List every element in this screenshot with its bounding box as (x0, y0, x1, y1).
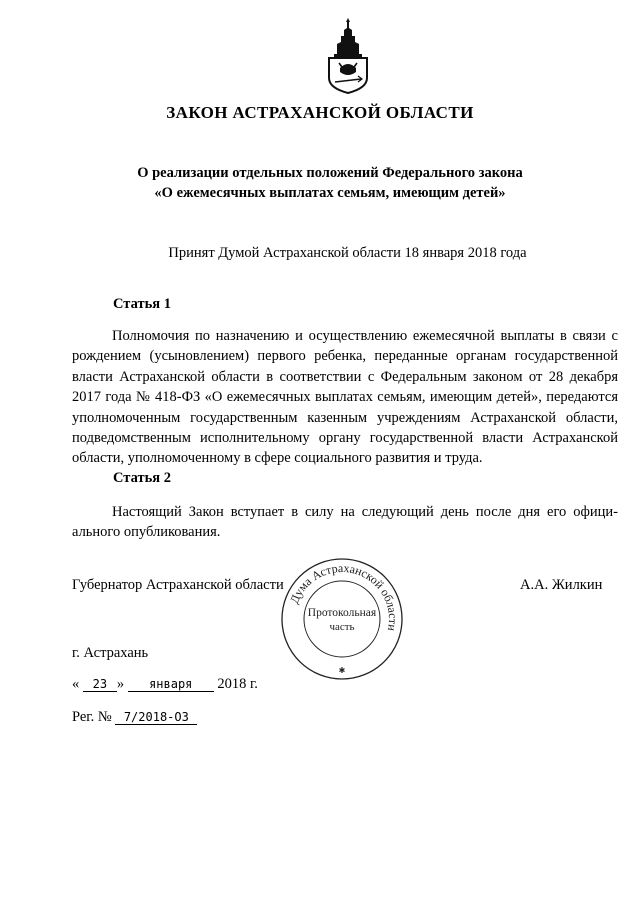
signing-date (72, 676, 258, 693)
registration-number: 7/2018-ОЗ (115, 710, 197, 725)
svg-text:✱: ✱ (338, 666, 346, 675)
law-subtitle (60, 163, 600, 203)
adoption-note: Принят Думой Астраханской области 18 января 2018 года (168, 245, 527, 261)
duma-stamp (278, 555, 406, 683)
date-close-quote: » (116, 676, 125, 692)
date-open-quote: « (72, 676, 80, 692)
date-year: 2018 г. (217, 676, 258, 692)
law-title: ЗАКОН АСТРАХАНСКОЙ ОБЛАСТИ (166, 103, 474, 122)
article-2-heading: Статья 2 (113, 470, 171, 486)
coat-of-arms-icon (325, 16, 371, 94)
law-subtitle-line1: О реализации отдельных положений Федерального закона (137, 165, 523, 181)
law-subtitle-line2: «О ежемесячных выплатах семьям, имеющим детей» (154, 185, 506, 201)
city: г. Астрахань (72, 645, 149, 661)
article-1-text: Полномочия по назначению и осуществлению ежемесячной выплаты в связи с рождением (усыновлением) первого ребенка, переданные органам государственной власти Астраханской области в соответствии с Федеральным законом от 28 декабря 2017 года № 418-ФЗ «О ежемесячных выплатах семьям, имеющим детей», передаются уполномоченным государственным казенным учреждениям Астраханской области, подведомственным исполнительному органу государственной власти Астраханской области, уполномоченному в сфере социального развития и труда. (72, 328, 618, 467)
stamp-ring-text: Дума Астраханской области (286, 560, 401, 633)
article-2-text: Настоящий Закон вступает в силу на следующий день после дня его официального опубликования. (72, 504, 618, 541)
registration-line (72, 709, 197, 726)
stamp-center-line1: Протокольная (307, 607, 377, 619)
stamp-center-line2: часть (329, 621, 355, 633)
date-day: 23 (83, 677, 117, 692)
article-1-heading: Статья 1 (113, 296, 171, 312)
signatory-name: А.А. Жилкин (520, 577, 603, 593)
signatory-position: Губернатор Астраханской области (72, 577, 284, 593)
registration-label: Рег. № (72, 709, 112, 725)
date-month: января (128, 677, 214, 692)
